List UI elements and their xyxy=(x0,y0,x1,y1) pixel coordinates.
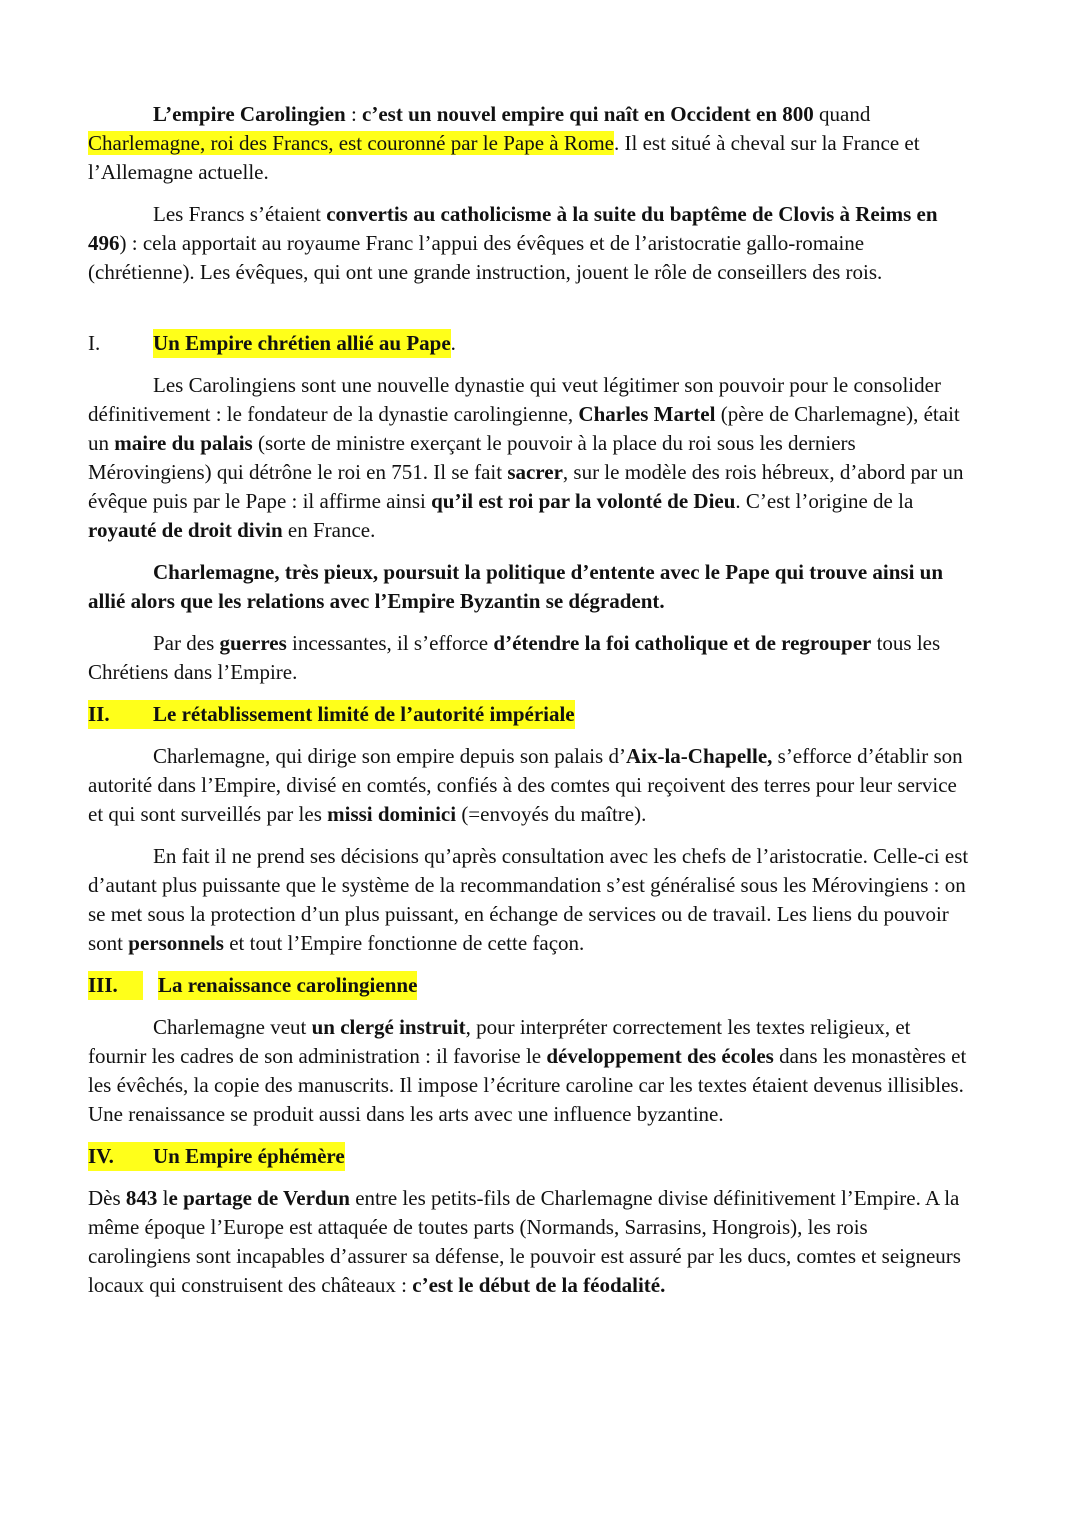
text-run: , pour interpréter correctement les textes religieux, et fournir les cadres de son administration : il favorise le xyxy=(88,1015,911,1068)
bold-text: développement des écoles xyxy=(546,1044,774,1068)
document-page xyxy=(88,100,973,1313)
text-run: : xyxy=(345,102,363,126)
bold-text: e partage de Verdun xyxy=(168,1186,350,1210)
section-heading xyxy=(88,1142,973,1171)
paragraph xyxy=(88,200,973,287)
section-number: I. xyxy=(88,331,101,355)
text-run: (=envoyés du maître). xyxy=(456,802,647,826)
paragraph xyxy=(88,742,973,829)
bold-text: d’étendre la foi catholique et de regrouper xyxy=(493,631,872,655)
section-heading xyxy=(88,329,973,358)
section-heading xyxy=(88,971,973,1000)
paragraph xyxy=(88,100,973,187)
text-run: , sur le modèle des rois hébreux, d’abord par un évêque puis par le Pape : il affirme ainsi xyxy=(88,460,964,513)
bold-text: 843 xyxy=(125,1186,158,1210)
text-run: quand xyxy=(813,102,871,126)
bold-text: Charles Martel xyxy=(578,402,716,426)
spacer xyxy=(88,300,973,329)
bold-text: missi dominici xyxy=(327,802,457,826)
text-run: Charlemagne veut xyxy=(153,1015,312,1039)
text-run: . Il est situé à cheval sur la France et l’Allemagne actuelle. xyxy=(88,131,920,184)
section-number: IV. xyxy=(88,1142,153,1171)
bold-text: Charlemagne, très pieux, poursuit la politique d’entente avec le Pape qui trouve ainsi un allié alors que les relations avec l’Empire Byzantin se dégradent. xyxy=(88,560,944,613)
bold-text: personnels xyxy=(128,931,224,955)
text-run: Dès xyxy=(88,1186,126,1210)
paragraph xyxy=(88,1184,973,1300)
text-run: Les Carolingiens sont une nouvelle dynastie qui veut légitimer son pouvoir pour le consolider définitivement : le fondateur de la dynastie carolingienne, xyxy=(88,373,941,426)
section-heading xyxy=(88,700,973,729)
bold-text: L’empire Carolingien xyxy=(153,102,346,126)
text-run: s’efforce d’établir son autorité dans l’Empire, divisé en comtés, confiés à des comtes qui reçoivent des terres pour leur service et qui sont surveillés par les xyxy=(88,744,963,826)
bold-text: royauté de droit divin xyxy=(88,518,283,542)
bold-text: qu’il est roi par la volonté de Dieu xyxy=(431,489,736,513)
highlighted-text: Charlemagne, roi des Francs, est couronné par le Pape à Rome xyxy=(88,131,614,155)
paragraph xyxy=(88,842,973,958)
section-title: Un Empire éphémère xyxy=(153,1142,345,1171)
text-run: . C’est l’origine de la xyxy=(735,489,914,513)
bold-text: guerres xyxy=(219,631,287,655)
bold-text: c’est le début de la féodalité. xyxy=(412,1273,666,1297)
section-title-suffix: . xyxy=(450,331,456,355)
text-run: en France. xyxy=(282,518,376,542)
paragraph xyxy=(88,558,973,616)
section-title: Le rétablissement limité de l’autorité impériale xyxy=(153,700,575,729)
section-title: La renaissance carolingienne xyxy=(158,971,417,1000)
bold-text: Aix-la-Chapelle, xyxy=(625,744,773,768)
bold-text: maire du palais xyxy=(114,431,253,455)
text-run: Les Francs s’étaient xyxy=(153,202,327,226)
paragraph xyxy=(88,371,973,545)
text-run: l xyxy=(157,1186,169,1210)
text-run: tous les Chrétiens dans l’Empire. xyxy=(88,631,941,684)
text-run: En fait il ne prend ses décisions qu’après consultation avec les chefs de l’aristocratie. Celle-ci est d’autant plus puissante que le système de la recommandation s’est généralisé sous les Mérovingiens : on se met sous la protection d’un plus puissant, en échange de services ou de travail. Les liens du pouvoir sont xyxy=(88,844,969,955)
text-run: entre les petits-fils de Charlemagne divise définitivement l’Empire. A la même époque l’Europe est attaquée de toutes parts (Normands, Sarrasins, Hongrois), les rois carolingiens sont incapables d’assurer sa défense, le pouvoir est assuré par les ducs, comtes et seigneurs locaux qui construisent des châteaux : xyxy=(88,1186,961,1297)
text-run: Par des xyxy=(153,631,220,655)
text-run: Charlemagne, qui dirige son empire depuis son palais d’ xyxy=(153,744,626,768)
section-title: Un Empire chrétien allié au Pape xyxy=(153,329,451,358)
bold-text: un clergé instruit xyxy=(311,1015,466,1039)
text-run: ) : cela apportait au royaume Franc l’appui des évêques et de l’aristocratie gallo-romaine (chrétienne). Les évêques, qui ont une grande instruction, jouent le rôle de conseillers des rois. xyxy=(88,231,883,284)
paragraph xyxy=(88,1013,973,1129)
section-number: III. xyxy=(88,971,143,1000)
section-number: II. xyxy=(88,700,153,729)
text-run: dans les monastères et les évêchés, la copie des manuscrits. Il impose l’écriture caroline car les textes étaient devenus illisibles. Une renaissance se produit aussi dans les arts avec une influence byzantine. xyxy=(88,1044,967,1126)
bold-text: sacrer xyxy=(507,460,563,484)
text-run: (père de Charlemagne), était un xyxy=(88,402,960,455)
text-run: (sorte de ministre exerçant le pouvoir à la place du roi sous les derniers Mérovingiens) qui détrône le roi en 751. Il se fait xyxy=(88,431,856,484)
text-run: incessantes, il s’efforce xyxy=(286,631,494,655)
paragraph xyxy=(88,629,973,687)
bold-text: convertis au catholicisme à la suite du baptême de Clovis à Reims en 496 xyxy=(88,202,938,255)
bold-text: c’est un nouvel empire qui naît en Occident en 800 xyxy=(362,102,814,126)
text-run: et tout l’Empire fonctionne de cette façon. xyxy=(223,931,585,955)
